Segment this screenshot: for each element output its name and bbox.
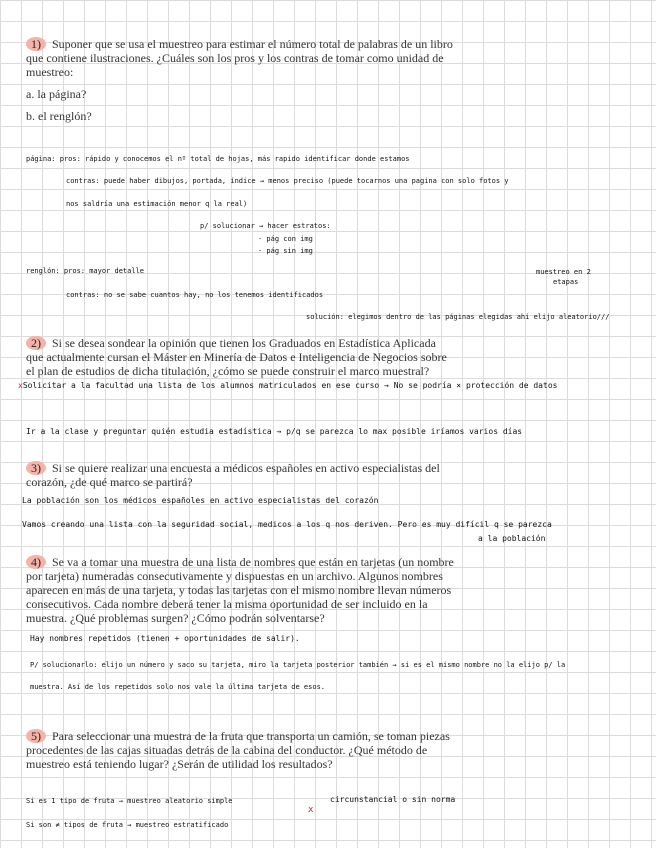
note-q3-line-3: a la población: [478, 534, 546, 543]
question-number: 5): [26, 729, 46, 743]
question-text: Si se desea sondear la opinión que tienen los Graduados en Estadística Aplicada que actualmente cursan el Máster en Minería de Datos e Inteligencia de Negocios sobre el plan de estudios de dicha titulación, ¿cómo se puede construir el marco muestral?: [26, 336, 447, 378]
option-a: a. la página?: [26, 87, 87, 101]
cross-mark-icon: x: [18, 381, 23, 390]
question-number: 2): [26, 336, 46, 350]
question-4: [26, 555, 456, 625]
question-5: [26, 729, 456, 771]
note-q2-line-2: Ir a la clase y preguntar quién estudia estadística → p/q se parezca lo max posible iríamos varios días: [26, 427, 523, 436]
note-estrato-2: · pág sin img: [258, 247, 313, 255]
note-pagina-pros: página: pros: rápido y conocemos el nº total de hojas, más rapido identificar donde estamos: [26, 155, 410, 163]
note-muestreo-etapas-1: muestreo en 2: [536, 268, 591, 276]
note-q3-line-1: La población son los médicos españoles en activo especialistas del corazón: [22, 496, 379, 505]
question-3: [26, 461, 456, 489]
question-number: 1): [26, 37, 46, 51]
note-q2-text-1: Solicitar a la facultad una lista de los alumnos matriculados en ese curso → No se podría × protección de datos: [22, 381, 558, 390]
question-text: Si se quiere realizar una encuesta a médicos españoles en activo especialistas del corazón, ¿de qué marco se partirá?: [26, 461, 440, 489]
note-estrato-1: · pág con img: [258, 235, 313, 243]
note-solucionar: p/ solucionar → hacer estratos:: [200, 222, 331, 230]
note-q2-line-1: [18, 381, 557, 390]
note-renglon-contras: contras: no se sabe cuantos hay, no los tenemos identificados: [66, 291, 324, 299]
note-q4-line-3: muestra. Así de los repetidos solo nos vale la última tarjeta de esos.: [30, 683, 326, 691]
question-number: 3): [26, 461, 46, 475]
question-number: 4): [26, 555, 46, 569]
note-pagina-contras-cont: nos saldría una estimación menor q la real): [66, 200, 248, 208]
note-q5-line-2: Si son ≠ tipos de fruta → muestreo estratificado: [26, 821, 229, 829]
note-q3-line-2: Vamos creando una lista con la seguridad social, medicos a los q nos deriven. Pero es muy difícil q se parezca: [22, 520, 552, 529]
note-renglon-pros: renglón: pros: mayor detalle: [26, 267, 145, 275]
question-2: [26, 336, 456, 378]
cross-mark-icon: x: [308, 805, 314, 815]
note-pagina-contras: contras: puede haber dibujos, portada, índice → menos preciso (puede tocarnos una pagina con solo fotos y: [66, 177, 509, 185]
question-text: Se va a tomar una muestra de una lista de nombres que están en tarjetas (un nombre por tarjeta) numeradas consecutivamente y dispuestas en un archivo. Algunos nombres aparecen en más de una tarjeta, y todas las tarjetas con el mismo nombre llevan números consecutivos. Cada nombre deberá tener la misma oportunidad de ser incluido en la muestra. ¿Qué problemas surgen? ¿Cómo podrán solventarse?: [26, 555, 454, 625]
note-q4-line-1: Hay nombres repetidos (tienen + oportunidades de salir).: [30, 634, 300, 643]
note-q4-line-2: P/ solucionarlo: elijo un número y saco su tarjeta, miro la tarjeta posterior también → si es el mismo nombre no la elijo p/ la: [30, 661, 566, 669]
option-b: b. el renglón?: [26, 109, 92, 123]
note-solucion: solución: elegimos dentro de las páginas elegidas ahí elijo aleatorio///: [306, 313, 610, 321]
question-text: Para seleccionar una muestra de la fruta que transporta un camión, se toman piezas procedentes de las cajas situadas detrás de la cabina del conductor. ¿Qué método de muestreo está teniendo lugar? ¿Serán de utilidad los resultados?: [26, 729, 450, 771]
note-q5-line-1b: circunstancial o sin norma: [330, 795, 456, 804]
note-q5-line-1: Si es 1 tipo de fruta → muestreo aleatorio simple: [26, 797, 233, 805]
question-text: Suponer que se usa el muestreo para estimar el número total de palabras de un libro que contiene ilustraciones. ¿Cuáles son los pros y los contras de tomar como unidad de muestreo:: [26, 37, 453, 79]
note-muestreo-etapas-2: etapas: [553, 278, 579, 286]
question-1: [26, 37, 456, 123]
